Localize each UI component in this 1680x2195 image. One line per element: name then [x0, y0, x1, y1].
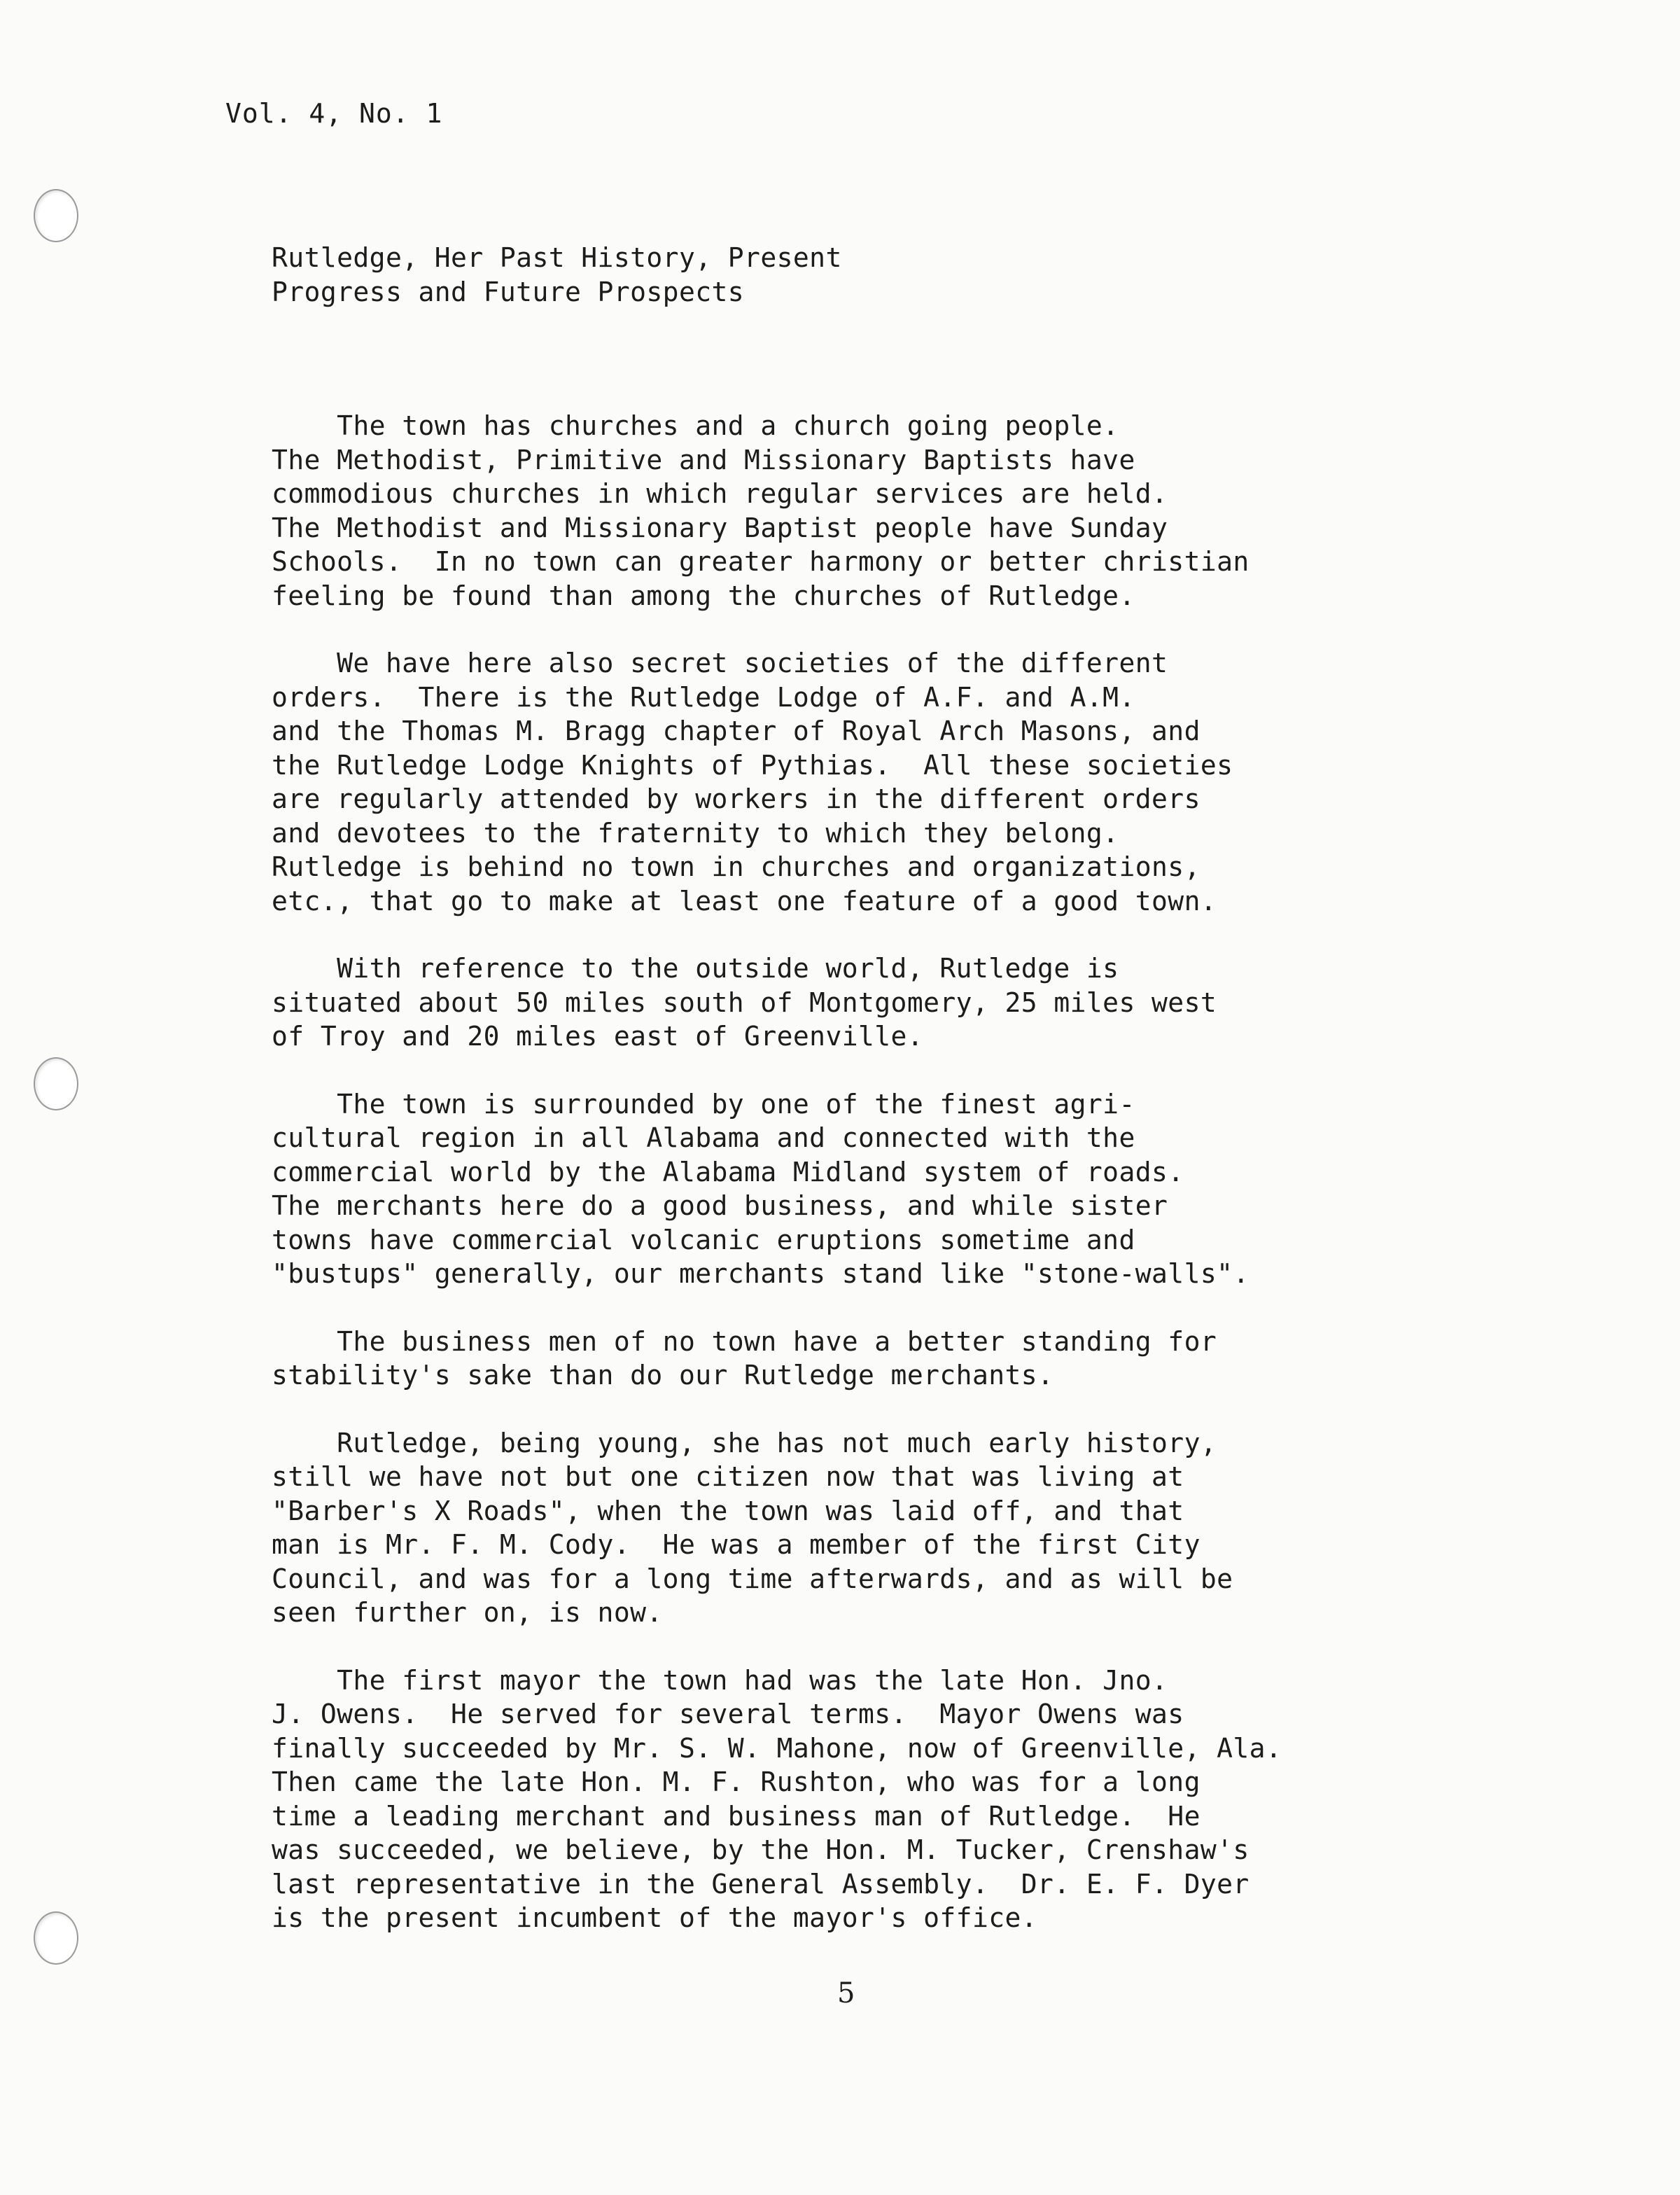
paragraph-early-history [272, 1426, 1490, 1630]
text-line: commodious churches in which regular services are held. [272, 478, 1168, 509]
paragraph-mayors [272, 1664, 1490, 1935]
text-line: Council, and was for a long time afterwards, and as will be [272, 1563, 1233, 1594]
text-line: "bustups" generally, our merchants stand like "stone-walls". [272, 1258, 1250, 1289]
paragraph-churches [272, 409, 1490, 613]
text-line: feeling be found than among the churches of Rutledge. [272, 580, 1135, 611]
text-line: The Methodist, Primitive and Missionary Baptists have [272, 444, 1135, 475]
text-line: The town is surrounded by one of the finest agri- [272, 1088, 1135, 1120]
text-line: situated about 50 miles south of Montgomery, 25 miles west [272, 987, 1217, 1018]
text-line: are regularly attended by workers in the different orders [272, 783, 1200, 814]
title-line: Rutledge, Her Past History, Present [272, 242, 842, 273]
text-line: finally succeeded by Mr. S. W. Mahone, now of Greenville, Ala. [272, 1732, 1282, 1764]
text-line: The first mayor the town had was the late Hon. Jno. [272, 1664, 1168, 1696]
text-line: We have here also secret societies of the different [272, 648, 1168, 678]
paragraph-location [272, 952, 1490, 1054]
binder-hole-middle [34, 1057, 78, 1110]
text-line: Rutledge, being young, she has not much early history, [272, 1427, 1217, 1458]
text-line: commercial world by the Alabama Midland system of roads. [272, 1156, 1184, 1187]
paragraph-agriculture [272, 1087, 1490, 1291]
title-line: Progress and Future Prospects [272, 276, 745, 307]
paragraph-business-men [272, 1325, 1490, 1393]
text-line: Schools. In no town can greater harmony or better christian [272, 546, 1250, 577]
text-line: still we have not but one citizen now that was living at [272, 1461, 1184, 1492]
article-body [272, 409, 1490, 1969]
text-line: The Methodist and Missionary Baptist people have Sunday [272, 512, 1168, 543]
text-line: The merchants here do a good business, and while sister [272, 1190, 1168, 1221]
paragraph-societies [272, 646, 1490, 918]
text-line: was succeeded, we believe, by the Hon. M. Tucker, Crenshaw's [272, 1834, 1250, 1865]
binder-hole-top [34, 189, 78, 242]
page-number: 5 [837, 1977, 855, 2009]
text-line: is the present incumbent of the mayor's office. [272, 1902, 1038, 1933]
volume-header: Vol. 4, No. 1 [225, 98, 443, 129]
text-line: time a leading merchant and business man of Rutledge. He [272, 1800, 1200, 1832]
text-line: towns have commercial volcanic eruptions sometime and [272, 1224, 1135, 1255]
text-line: last representative in the General Assembly. Dr. E. F. Dyer [272, 1868, 1250, 1900]
binder-hole-bottom [34, 1911, 78, 1965]
text-line: the Rutledge Lodge Knights of Pythias. All these societies [272, 749, 1233, 781]
text-line: of Troy and 20 miles east of Greenville. [272, 1021, 924, 1052]
text-line: J. Owens. He served for several terms. Mayor Owens was [272, 1699, 1184, 1729]
text-line: etc., that go to make at least one feature of a good town. [272, 885, 1217, 917]
text-line: Rutledge is behind no town in churches and organizations, [272, 851, 1200, 882]
text-line: "Barber's X Roads", when the town was laid off, and that [272, 1495, 1184, 1526]
text-line: seen further on, is now. [272, 1597, 663, 1628]
text-line: and devotees to the fraternity to which they belong. [272, 817, 1119, 849]
article-title [272, 241, 842, 309]
text-line: The town has churches and a church going people. [272, 410, 1119, 441]
text-line: man is Mr. F. M. Cody. He was a member of the first City [272, 1529, 1200, 1560]
text-line: and the Thomas M. Bragg chapter of Royal Arch Masons, and [272, 716, 1200, 746]
text-line: With reference to the outside world, Rutledge is [272, 953, 1119, 984]
text-line: cultural region in all Alabama and connected with the [272, 1122, 1135, 1153]
text-line: Then came the late Hon. M. F. Rushton, who was for a long [272, 1767, 1200, 1797]
text-line: orders. There is the Rutledge Lodge of A.F. and A.M. [272, 681, 1135, 713]
text-line: The business men of no town have a better standing for [272, 1325, 1217, 1357]
text-line: stability's sake than do our Rutledge merchants. [272, 1360, 1054, 1391]
